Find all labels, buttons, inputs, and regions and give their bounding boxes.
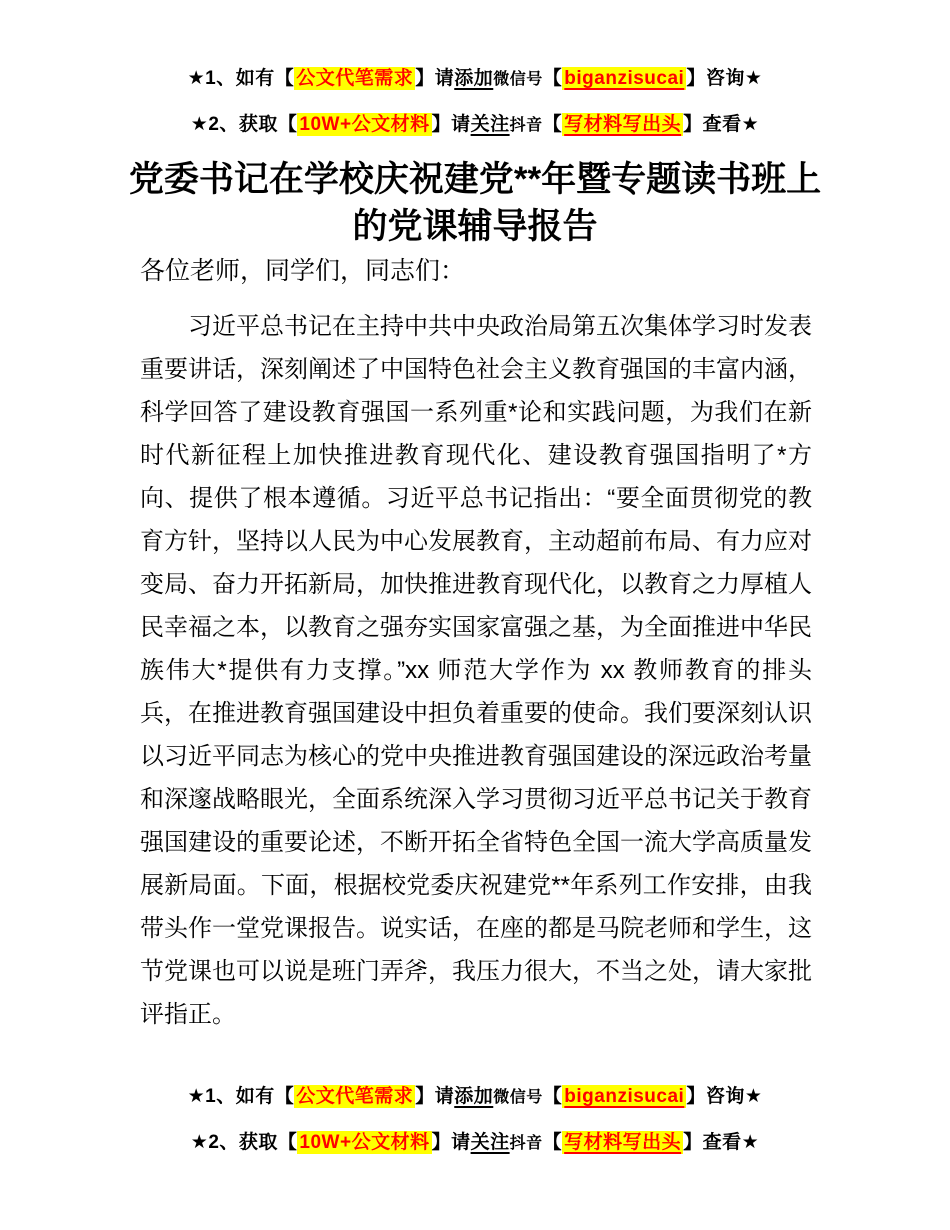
promo2-material-highlight: 10W+公文材料 bbox=[299, 1132, 430, 1153]
promo2-bracket-close: 】请 bbox=[431, 114, 471, 135]
promo2-platform-douyin: 抖音 bbox=[509, 1135, 543, 1152]
promo1-prefix: ★1、如有【 bbox=[187, 1086, 295, 1107]
promo1-bracket-close: 】请 bbox=[415, 1086, 455, 1107]
promo1-action-underlined: 添加 bbox=[454, 68, 494, 89]
promo2-prefix: ★2、获取【 bbox=[190, 1132, 298, 1153]
promo2-platform-douyin: 抖音 bbox=[509, 117, 543, 134]
document-title: 党委书记在学校庆祝建党**年暨专题读书班上的党课辅导报告 bbox=[128, 160, 822, 246]
promo2-action-underlined: 关注 bbox=[470, 114, 510, 135]
promo2-action-underlined: 关注 bbox=[470, 1132, 510, 1153]
promo-footer-line-2 bbox=[0, 1120, 950, 1166]
promo2-douyin-id: 写材料写出头 bbox=[564, 1132, 682, 1153]
promo1-suffix: 】咨询★ bbox=[686, 68, 763, 89]
promo1-prefix: ★1、如有【 bbox=[187, 68, 295, 89]
promo2-bracket-open: 【 bbox=[542, 1132, 563, 1153]
promo-header-line-1 bbox=[0, 56, 950, 102]
promo2-bracket-open: 【 bbox=[542, 114, 563, 135]
promo1-platform-wechat: 微信号 bbox=[493, 71, 543, 88]
promo2-suffix: 】查看★ bbox=[683, 114, 760, 135]
promo2-douyin-id: 写材料写出头 bbox=[564, 114, 682, 135]
promo1-platform-wechat: 微信号 bbox=[493, 1089, 543, 1106]
promo1-service-highlight: 公文代笔需求 bbox=[296, 1086, 414, 1107]
promo1-wechat-id: biganzisucai bbox=[564, 1086, 685, 1107]
promo1-wechat-id: biganzisucai bbox=[564, 68, 685, 89]
promo-header bbox=[0, 56, 950, 148]
promo2-suffix: 】查看★ bbox=[683, 1132, 760, 1153]
promo1-bracket-open: 【 bbox=[542, 68, 563, 89]
body-paragraph: 习近平总书记在主持中共中央政治局第五次集体学习时发表重要讲话，深刻阐述了中国特色社会主义教育强国的丰富内涵，科学回答了建设教育强国一系列重*论和实践问题，为我们在新时代新征程上加快推进教育现代化、建设教育强国指明了*方向、提供了根本遵循。习近平总书记指出：“要全面贯彻党的教育方针，坚持以人民为中心发展教育，主动超前布局、有力应对变局、奋力开拓新局，加快推进教育现代化，以教育之力厚植人民幸福之本，以教育之强夯实国家富强之基，为全面推进中华民族伟大*提供有力支撑。”xx 师范大学作为 xx 教师教育的排头兵，在推进教育强国建设中担负着重要的使命。我们要深刻认识以习近平同志为核心的党中央推进教育强国建设的深远政治考量和深邃战略眼光，全面系统深入学习贯彻习近平总书记关于教育强国建设的重要论述，不断开拓全省特色全国一流大学高质量发展新局面。下面，根据校党委庆祝建党**年系列工作安排，由我带头作一堂党课报告。说实话，在座的都是马院老师和学生，这节党课也可以说是班门弄斧，我压力很大，不当之处，请大家批评指正。 bbox=[140, 313, 812, 1028]
promo1-bracket-close: 】请 bbox=[415, 68, 455, 89]
promo1-suffix: 】咨询★ bbox=[686, 1086, 763, 1107]
salutation-line: 各位老师，同学们，同志们： bbox=[140, 257, 466, 285]
promo1-bracket-open: 【 bbox=[542, 1086, 563, 1107]
promo-header-line-2 bbox=[0, 102, 950, 148]
promo1-action-underlined: 添加 bbox=[454, 1086, 494, 1107]
promo1-service-highlight: 公文代笔需求 bbox=[296, 68, 414, 89]
promo2-prefix: ★2、获取【 bbox=[190, 114, 298, 135]
promo2-material-highlight: 10W+公文材料 bbox=[299, 114, 430, 135]
promo2-bracket-close: 】请 bbox=[431, 1132, 471, 1153]
promo-footer bbox=[0, 1074, 950, 1166]
promo-footer-line-1 bbox=[0, 1074, 950, 1120]
